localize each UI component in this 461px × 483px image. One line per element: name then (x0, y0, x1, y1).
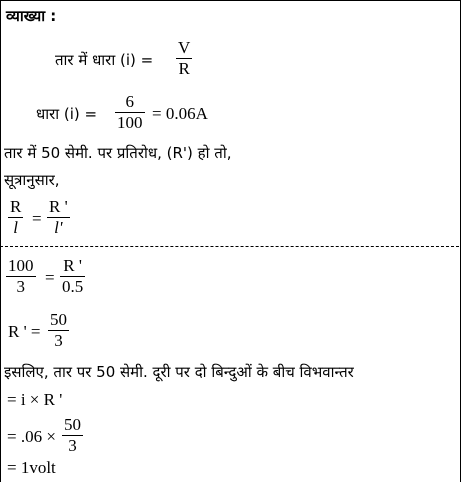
eq10-prefix: = .06 × (7, 427, 56, 446)
line-i-times-r: = i × R ' (7, 390, 63, 409)
eq5-equals: = (32, 209, 42, 228)
eq7-fraction (48, 310, 69, 351)
eq7-numerator: 50 (50, 310, 67, 329)
eq6-left-numerator: 100 (8, 256, 34, 275)
eq5-right-fraction (47, 197, 70, 238)
eq1-fraction (176, 38, 192, 79)
eq1-prefix: तार में धारा (i) = (55, 51, 154, 69)
eq2-prefix: धारा (i) = (36, 105, 98, 123)
eq2-numerator: 6 (115, 92, 145, 113)
line-by-formula: सूत्रानुसार, (4, 171, 60, 189)
eq5-right-denominator: l' (54, 218, 63, 237)
eq5-right-numerator: R ' (49, 197, 68, 216)
eq5-left-numerator: R (10, 197, 22, 216)
eq5-left-fraction (8, 197, 23, 238)
eq6-right-fraction (60, 256, 85, 297)
eq10-numerator: 50 (64, 415, 81, 434)
eq7-denominator: 3 (54, 331, 63, 350)
eq7-prefix: R ' = (8, 322, 41, 341)
line-final-result: = 1volt (7, 458, 56, 477)
eq2-fraction (115, 92, 145, 133)
eq6-left-denominator: 3 (16, 277, 25, 296)
eq2-result: = 0.06A (152, 104, 208, 123)
eq5-left-denominator: l (13, 218, 19, 237)
line-potential-difference: इसलिए, तार पर 50 सेमी. दूरी पर दो बिन्दुओं के बीच विभवान्तर (4, 363, 354, 381)
heading-explanation: व्याख्या : (6, 7, 57, 25)
eq6-right-denominator: 0.5 (62, 277, 84, 296)
eq6-right-numerator: R ' (60, 256, 85, 277)
eq10-denominator: 3 (68, 436, 77, 455)
eq6-left-fraction (6, 256, 36, 297)
eq1-numerator: V (178, 38, 191, 57)
line-resistance-statement: तार में 50 सेमी. पर प्रतिरोध, (R') हो तो, (4, 144, 232, 162)
page-break-divider (0, 246, 459, 247)
eq1-denominator: R (178, 59, 190, 78)
eq2-denominator: 100 (117, 113, 143, 132)
eq10-fraction (62, 415, 83, 456)
eq6-equals: = (45, 268, 55, 287)
